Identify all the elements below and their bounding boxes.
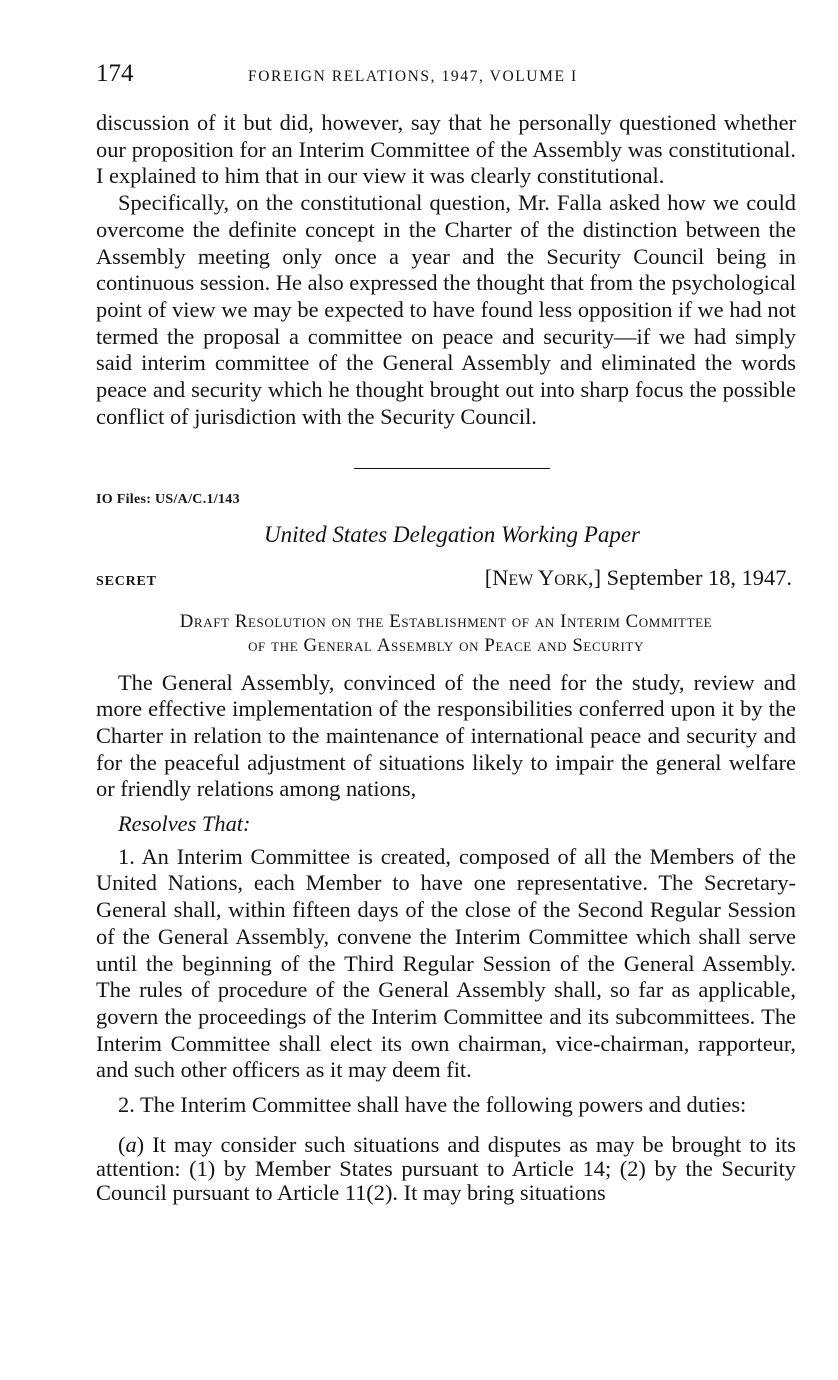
classification-label: SECRET bbox=[96, 573, 157, 589]
dateline bbox=[485, 565, 792, 592]
clause-2a: (a) It may consider such situations and disputes as may be brought to its attention: (1) by Member States pursuant to Article 14; (2) by the Security Council pursuant to Article 11(2). It may bring situations bbox=[96, 1131, 796, 1205]
running-title: FOREIGN RELATIONS, 1947, VOLUME I bbox=[248, 68, 578, 85]
page-body bbox=[96, 110, 796, 1205]
document-title: United States Delegation Working Paper bbox=[263, 522, 641, 548]
paragraph-falla: Specifically, on the constitutional question, Mr. Falla asked how we could overcome the definite concept in the Charter of the distinction between the Assembly meeting only once a year and the Security Council being in continuous session. He also expressed the thought that from the psychological point of view we may be expected to have found less opposition if we had not termed the proposal a committee on peace and security—if we had simply said interim committee of the General Assembly and eliminated the words peace and security which he thought brought out into sharp focus the possible conflict of jurisdiction with the Security Council. bbox=[96, 190, 796, 429]
dateline-place: [New York,] bbox=[484, 564, 602, 590]
section-divider bbox=[354, 468, 550, 469]
item-a-text: It may consider such situations and disputes as may be brought to its attention: (1) by Member States pursuant to Article 14; (2) by the Security Council pursuant to Article 11(2). It may bring situations bbox=[96, 1131, 796, 1205]
dateline-date: September 18, 1947. bbox=[606, 564, 792, 590]
clause-1: 1. An Interim Committee is created, composed of all the Members of the United Nations, each Member to have one representative. The Secretary-General shall, within fifteen days of the close of the Second Regular Session of the General Assembly, convene the Interim Committee which shall serve until the beginning of the Third Regular Session of the General Assembly. The rules of procedure of the General Assembly shall, so far as applicable, govern the proceedings of the Interim Committee and its subcommittees. The Interim Committee shall elect its own chairman, vice-chairman, rapporteur, and such other officers as it may deem fit. bbox=[96, 843, 796, 1083]
page-number: 174 bbox=[96, 60, 134, 87]
clause-2: 2. The Interim Committee shall have the following powers and duties: bbox=[118, 1092, 747, 1118]
draft-resolution-title bbox=[96, 610, 796, 658]
draft-title-line-1: Draft Resolution on the Establishment of an Interim Committee bbox=[179, 610, 713, 632]
preamble: The General Assembly, convinced of the need for the study, review and more effective implementation of the responsibilities conferred upon it by the Charter in relation to the maintenance of international peace and security and for the peaceful adjustment of situations likely to impair the general welfare or friendly relations among nations, bbox=[96, 669, 796, 802]
page-header bbox=[96, 60, 796, 94]
dateline-row bbox=[96, 565, 792, 596]
draft-title-line-2: of the General Assembly on Peace and Security bbox=[248, 634, 644, 656]
file-reference: IO Files: US/A/C.1/143 bbox=[96, 492, 240, 508]
resolves-heading: Resolves That: bbox=[118, 811, 251, 837]
paragraph-continuation: discussion of it but did, however, say that he personally questioned whether our proposition for an Interim Committee of the Assembly was constitutional. I explained to him that in our view it was clearly constitutional. bbox=[96, 110, 796, 189]
item-a-label: a bbox=[125, 1131, 137, 1157]
